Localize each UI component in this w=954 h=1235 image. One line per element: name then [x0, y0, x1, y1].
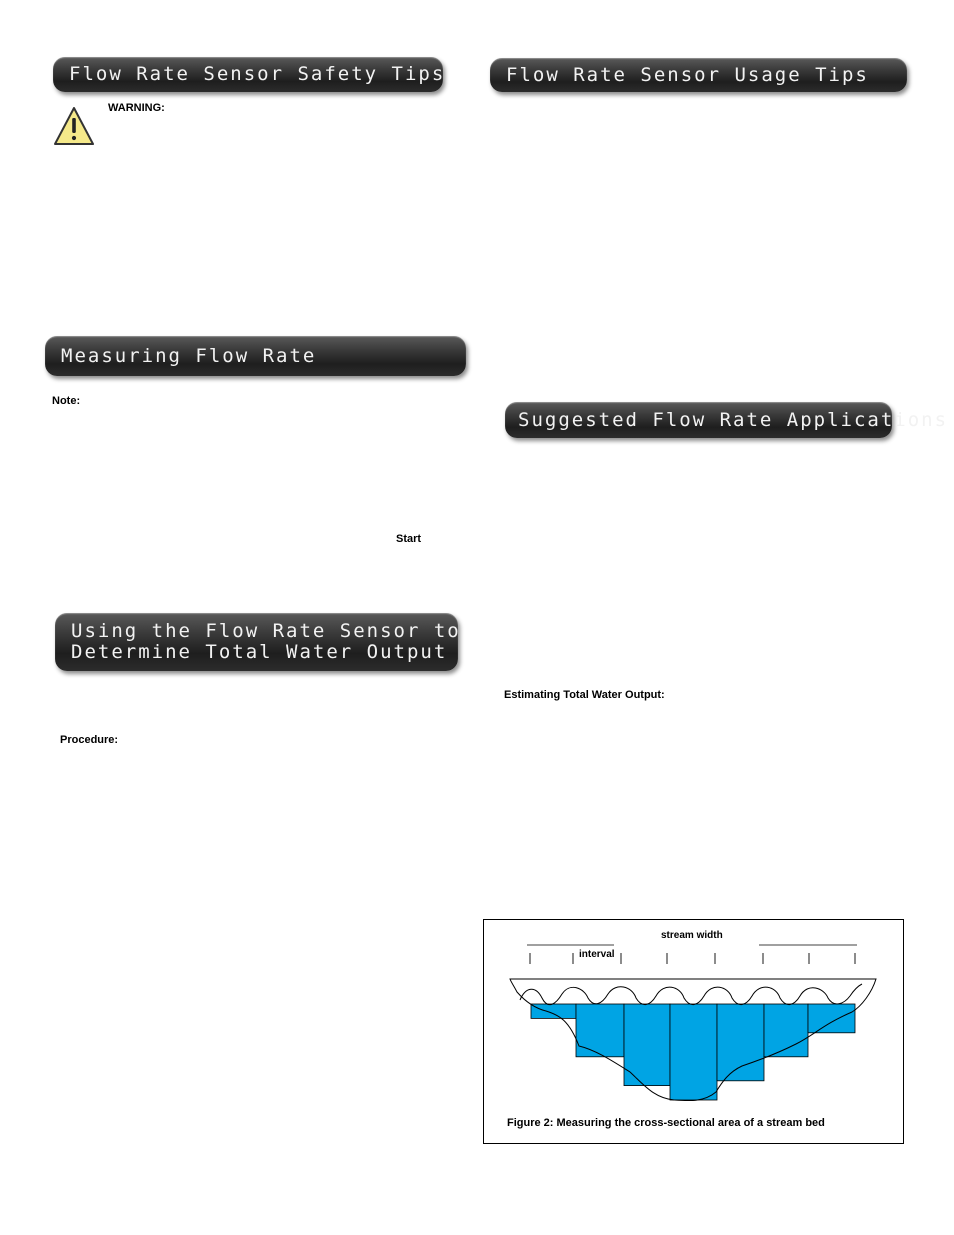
depth-bar	[576, 1004, 624, 1057]
depth-bars	[531, 1004, 855, 1100]
usage-tips-title: Flow Rate Sensor Usage Tips	[506, 63, 869, 86]
stream-cross-section-diagram	[484, 920, 903, 1143]
warning-label: WARNING:	[108, 102, 165, 114]
start-label: Start	[396, 533, 422, 545]
depth-bar	[531, 1004, 576, 1018]
estimating-label: Estimating Total Water Output:	[504, 689, 665, 701]
depth-bar	[717, 1004, 764, 1081]
depth-bar	[670, 1004, 717, 1100]
stream-bed-figure	[483, 919, 904, 1144]
procedure-label: Procedure:	[60, 734, 119, 746]
measuring-flow-rate-banner	[45, 336, 466, 376]
safety-tips-title: Flow Rate Sensor Safety Tips	[69, 63, 446, 85]
safety-tips-banner	[53, 57, 446, 92]
stream-width-label: stream width	[661, 930, 723, 941]
total-output-title-line-2: Determine Total Water Output	[71, 641, 448, 663]
depth-bar	[808, 1004, 855, 1033]
applications-banner	[505, 402, 949, 438]
total-water-output-banner	[55, 613, 461, 671]
total-output-title-line-1: Using the Flow Rate Sensor to	[71, 620, 461, 642]
water-surface-wave	[520, 984, 862, 1005]
interval-label: interval	[579, 949, 615, 960]
warning-triangle-icon	[53, 106, 95, 146]
measuring-flow-rate-title: Measuring Flow Rate	[61, 344, 317, 367]
applications-title: Suggested Flow Rate Applications	[518, 408, 949, 431]
note-label: Note:	[52, 395, 81, 407]
usage-tips-banner	[490, 58, 907, 92]
figure-caption: Figure 2: Measuring the cross-sectional area of a stream bed	[507, 1117, 825, 1129]
